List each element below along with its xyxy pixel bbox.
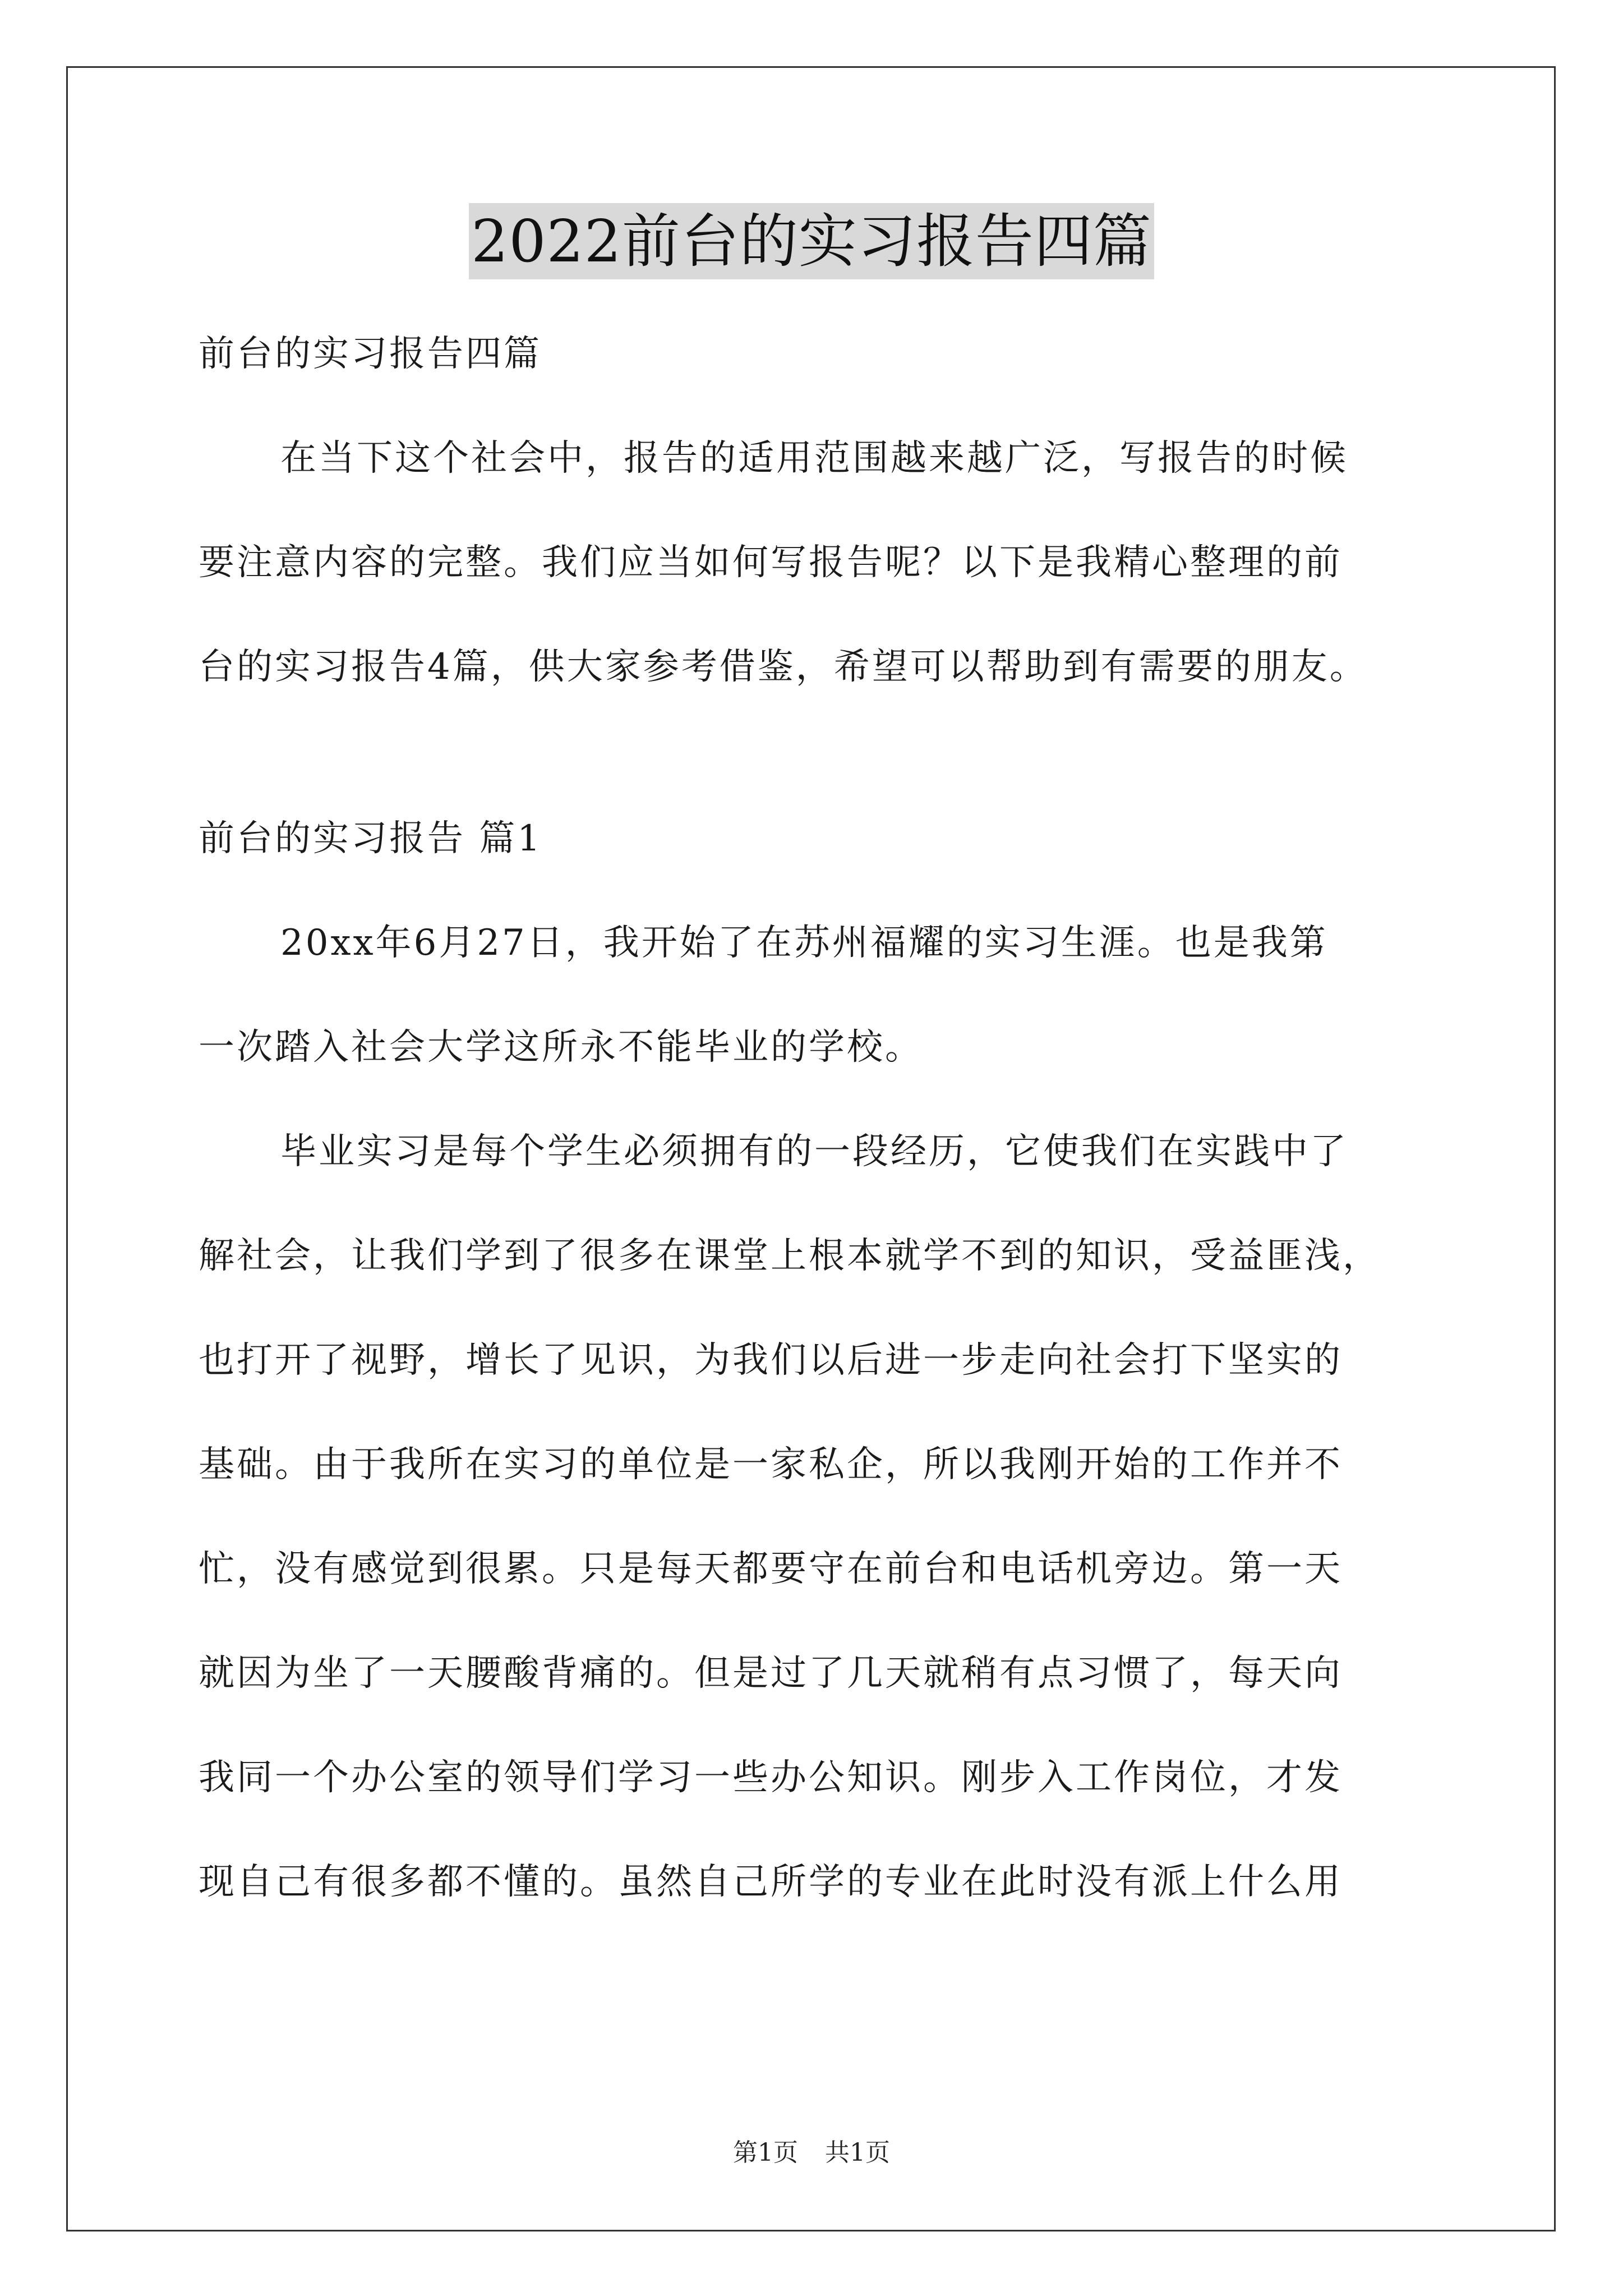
paragraph-line: 解社会，让我们学到了很多在课堂上根本就学不到的知识，受益匪浅， (199, 1235, 1381, 1277)
intro-line: 要注意内容的完整。我们应当如何写报告呢？以下是我精心整理的前 (199, 542, 1343, 583)
paragraph-line: 基础。由于我所在实习的单位是一家私企，所以我刚开始的工作并不 (199, 1444, 1343, 1485)
section-gap (199, 719, 1432, 786)
intro-line: 台的实习报告4篇，供大家参考借鉴，希望可以帮助到有需要的朋友。 (199, 646, 1368, 688)
title-container (0, 203, 1623, 279)
page-number: 第1页 (733, 2138, 798, 2167)
paragraph-line: 20xx年6月27日，我开始了在苏州福耀的实习生涯。也是我第 (280, 922, 1328, 964)
paragraph-line: 现自己有很多都不懂的。虽然自己所学的专业在此时没有派上什么用 (199, 1861, 1343, 1903)
paragraph-line: 也打开了视野，增长了见识，为我们以后进一步走向社会打下坚实的 (199, 1340, 1343, 1381)
document-title: 2022前台的实习报告四篇 (469, 203, 1154, 279)
subtitle: 前台的实习报告四篇 (199, 333, 542, 375)
section-heading: 前台的实习报告 篇1 (199, 818, 543, 859)
page-total: 共1页 (825, 2138, 890, 2167)
paragraph-line: 毕业实习是每个学生必须拥有的一段经历，它使我们在实践中了 (280, 1131, 1348, 1172)
paragraph-line: 就因为坐了一天腰酸背痛的。但是过了几天就稍有点习惯了，每天向 (199, 1653, 1343, 1694)
paragraph-line: 一次踏入社会大学这所永不能毕业的学校。 (199, 1027, 923, 1068)
document-body (199, 302, 1432, 1934)
page-footer (0, 2136, 1623, 2170)
paragraph-line: 忙，没有感觉到很累。只是每天都要守在前台和电话机旁边。第一天 (199, 1548, 1343, 1590)
intro-line: 在当下这个社会中，报告的适用范围越来越广泛，写报告的时候 (280, 438, 1348, 479)
paragraph-line: 我同一个办公室的领导们学习一些办公知识。刚步入工作岗位，才发 (199, 1757, 1343, 1798)
